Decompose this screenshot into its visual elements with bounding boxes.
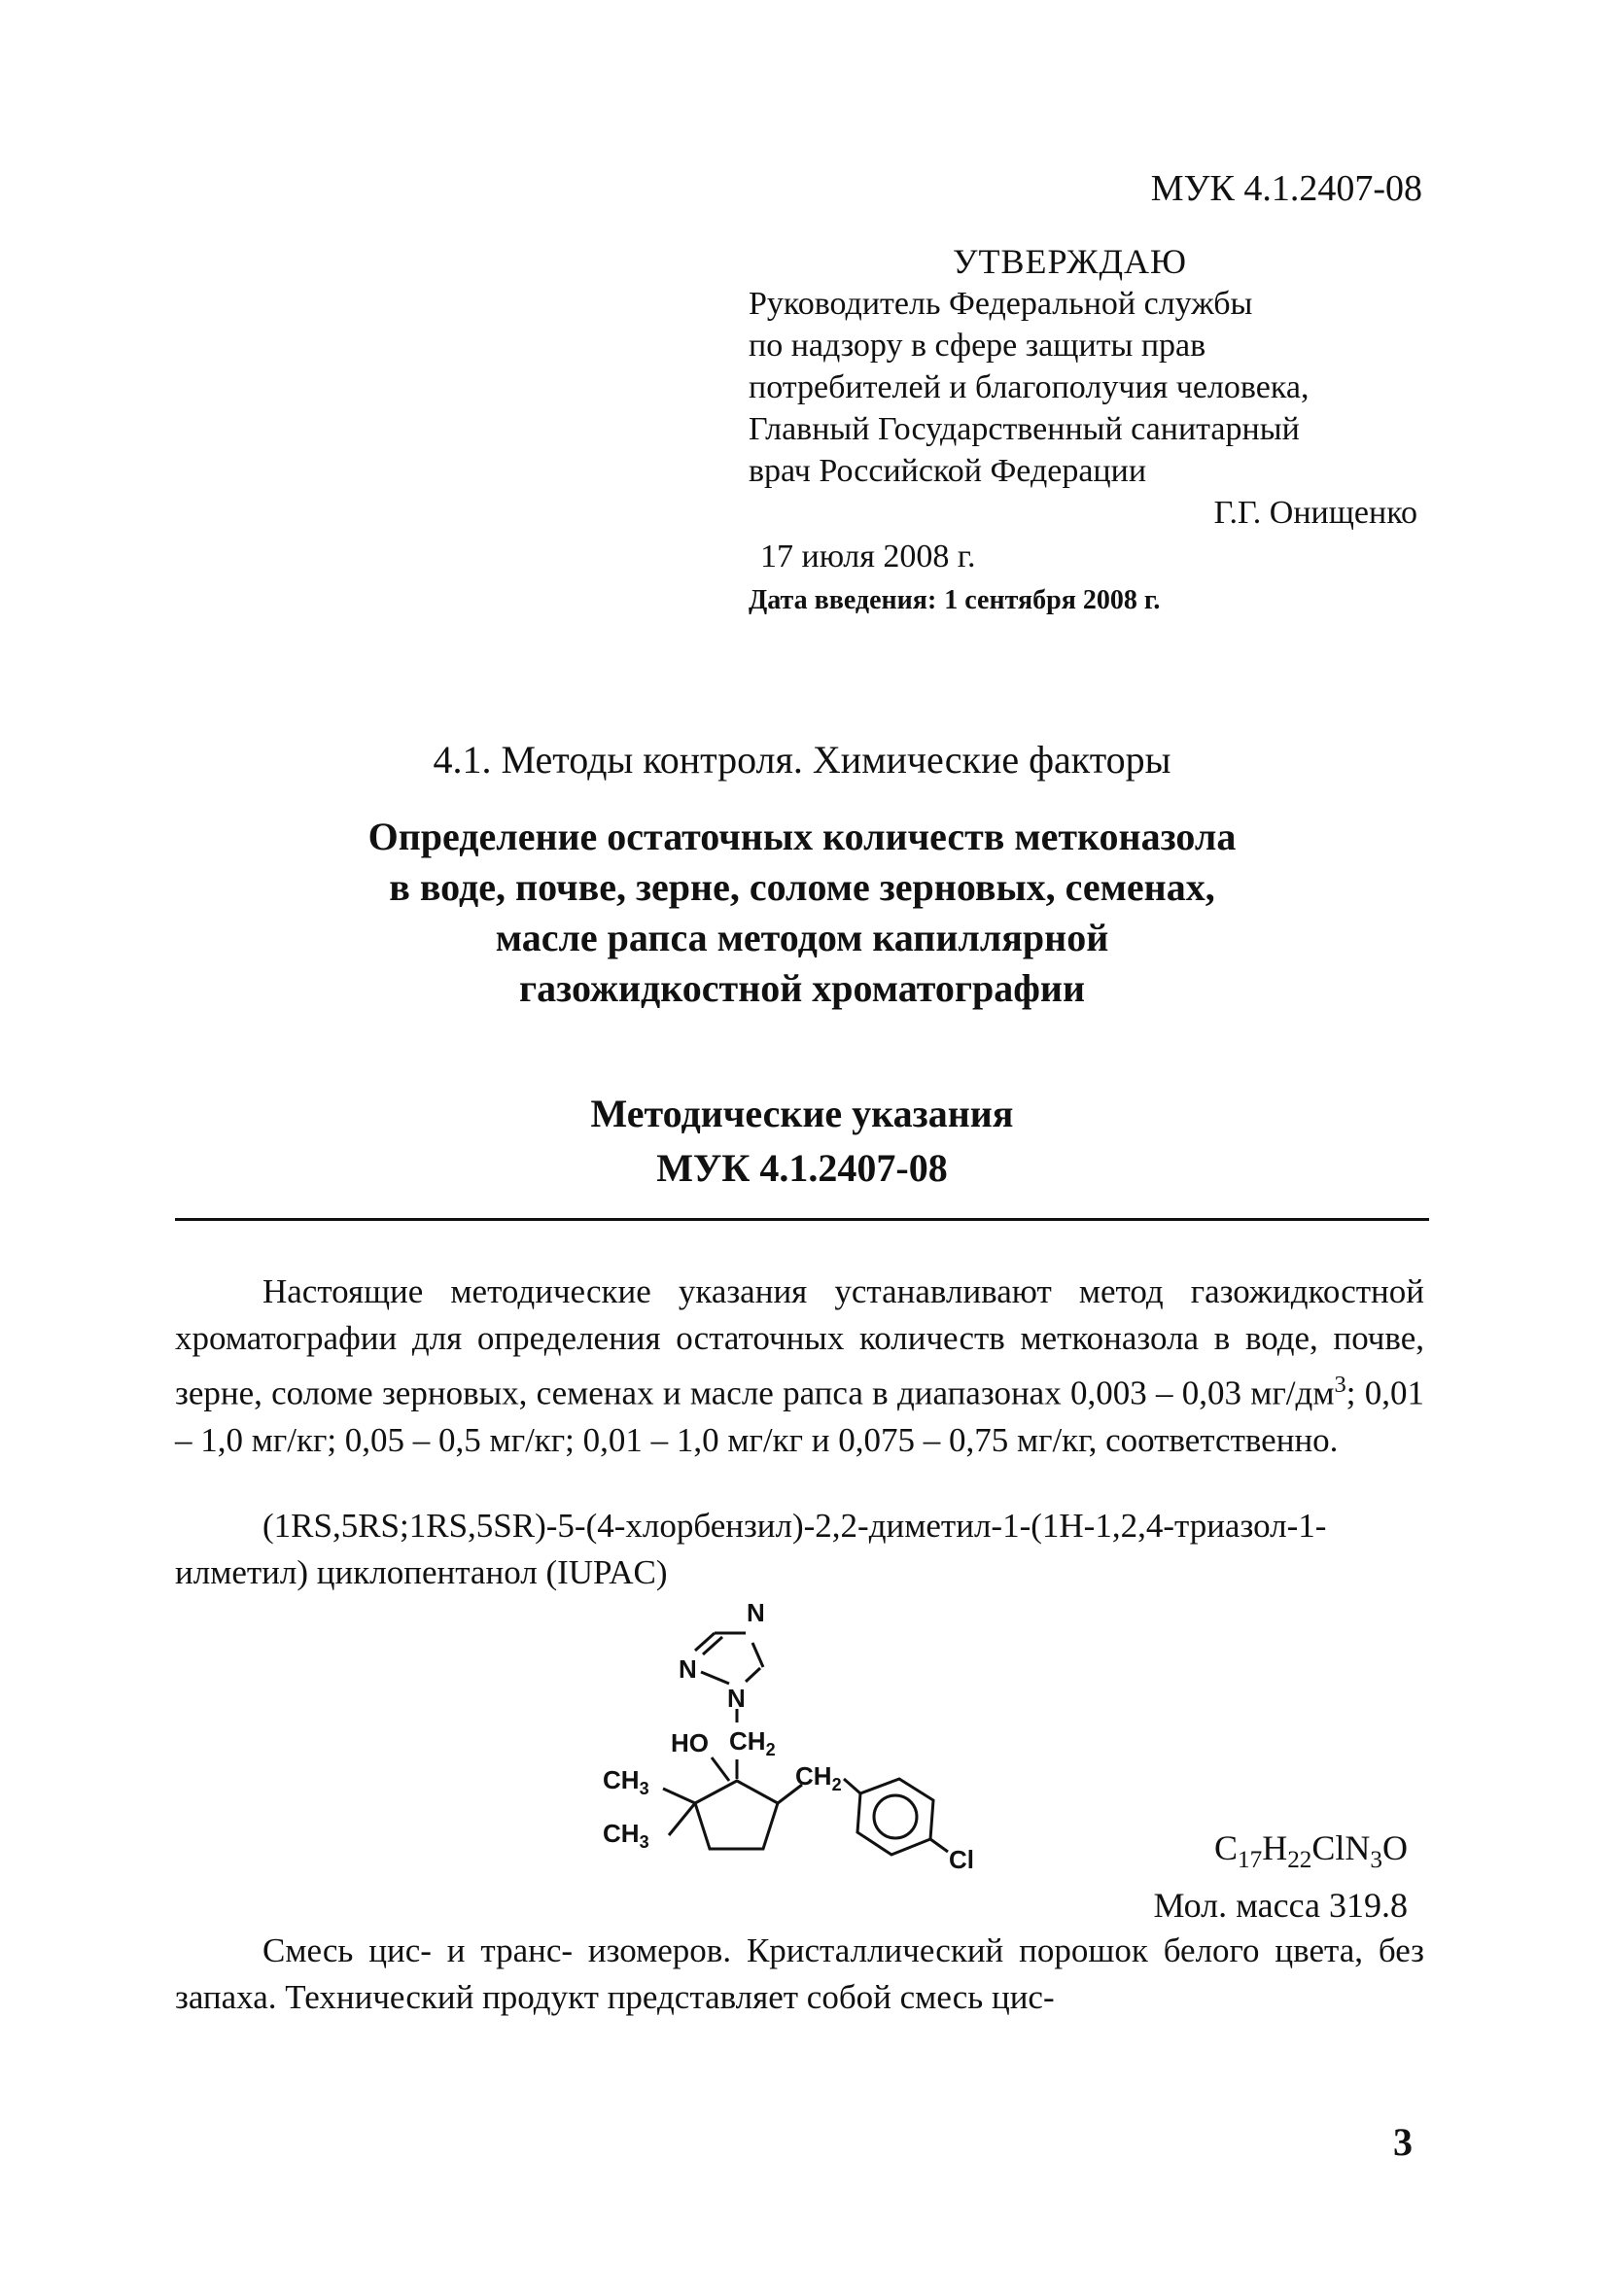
- structure-label-ch2: $CH_2$: [729, 1726, 776, 1759]
- intro-paragraph: [175, 1269, 1424, 1464]
- approval-position-line: врач Российской Федерации: [749, 453, 1147, 489]
- molar-mass: Мол. масса 319.8: [1153, 1886, 1408, 1926]
- approval-date: 17 июля 2008 г.: [760, 539, 976, 574]
- introduction-date-value: 1 сентября 2008 г.: [944, 585, 1161, 615]
- intro-text-part2: ; 0,01 – 1,0 мг/кг; 0,05 – 0,5 мг/кг; 0,01 – 1,0 мг/кг и 0,075 – 0,75 мг/кг, соответственно.: [175, 1374, 1424, 1459]
- structural-formula: [593, 1594, 1001, 1876]
- structure-label-n: N: [679, 1654, 697, 1684]
- title-line: Определение остаточных количеств метконазола: [367, 815, 1237, 858]
- document-subtitle: [175, 1087, 1429, 1196]
- document-title: [175, 812, 1429, 1014]
- title-line: газожидкостной хроматографии: [518, 966, 1086, 1010]
- structure-label-n: N: [727, 1684, 746, 1713]
- introduction-date: [749, 577, 1429, 621]
- title-line: в воде, почве, зерне, соломе зерновых, семенах,: [389, 865, 1215, 909]
- superscript-3: 3: [1334, 1372, 1346, 1398]
- intro-text-part1: Настоящие методические указания устанавливают метод газожидкостной хроматографии для определения остаточных количеств метконазола в воде, почве, зерне, соломе зерновых, семенах и масле рапса в диапазонах 0,003 – 0,03 мг/дм: [175, 1272, 1424, 1412]
- approval-block: [749, 241, 1429, 621]
- page-number: 3: [1393, 2120, 1413, 2164]
- document-code: МУК 4.1.2407-08: [1150, 168, 1422, 209]
- title-line: масле рапса методом капиллярной: [495, 916, 1109, 959]
- approval-position-line: Главный Государственный санитарный: [749, 411, 1300, 447]
- molecular-formula: $C_{17}H_{22}ClN_3O$: [1214, 1828, 1408, 1874]
- approval-title: УТВЕРЖДАЮ: [953, 242, 1188, 281]
- approval-position-line: Руководитель Федеральной службы: [749, 286, 1253, 322]
- subtitle-line: Методические указания: [590, 1092, 1014, 1135]
- horizontal-rule: [175, 1218, 1429, 1221]
- structure-label-ch3: $CH_3$: [603, 1819, 649, 1852]
- molecular-formula-block: [1154, 1826, 1409, 1928]
- structure-label-ch3: $CH_3$: [603, 1765, 649, 1798]
- section-heading: 4.1. Методы контроля. Химические факторы: [433, 738, 1171, 782]
- structure-label-ho: HO: [671, 1728, 709, 1757]
- structure-label-cl: Cl: [949, 1845, 974, 1874]
- structure-label-ch2: $CH_2$: [795, 1761, 842, 1794]
- approval-position-line: по надзору в сфере защиты прав: [749, 328, 1206, 364]
- iupac-name: (1RS,5RS;1RS,5SR)-5-(4-хлорбензил)-2,2-диметил-1-(1H-1,2,4-триазол-1-илметил) циклопентанол (IUPAC): [175, 1507, 1327, 1591]
- description-paragraph: Смесь цис- и транс- изомеров. Кристаллический порошок белого цвета, без запаха. Технический продукт представляет собой смесь цис-: [175, 1931, 1424, 2016]
- structure-label-n: N: [747, 1598, 765, 1627]
- introduction-date-label: Дата введения:: [749, 585, 937, 615]
- signer-name: Г.Г. Онищенко: [1213, 495, 1417, 531]
- subtitle-code: МУК 4.1.2407-08: [656, 1146, 948, 1190]
- approval-position-line: потребителей и благополучия человека,: [749, 369, 1310, 405]
